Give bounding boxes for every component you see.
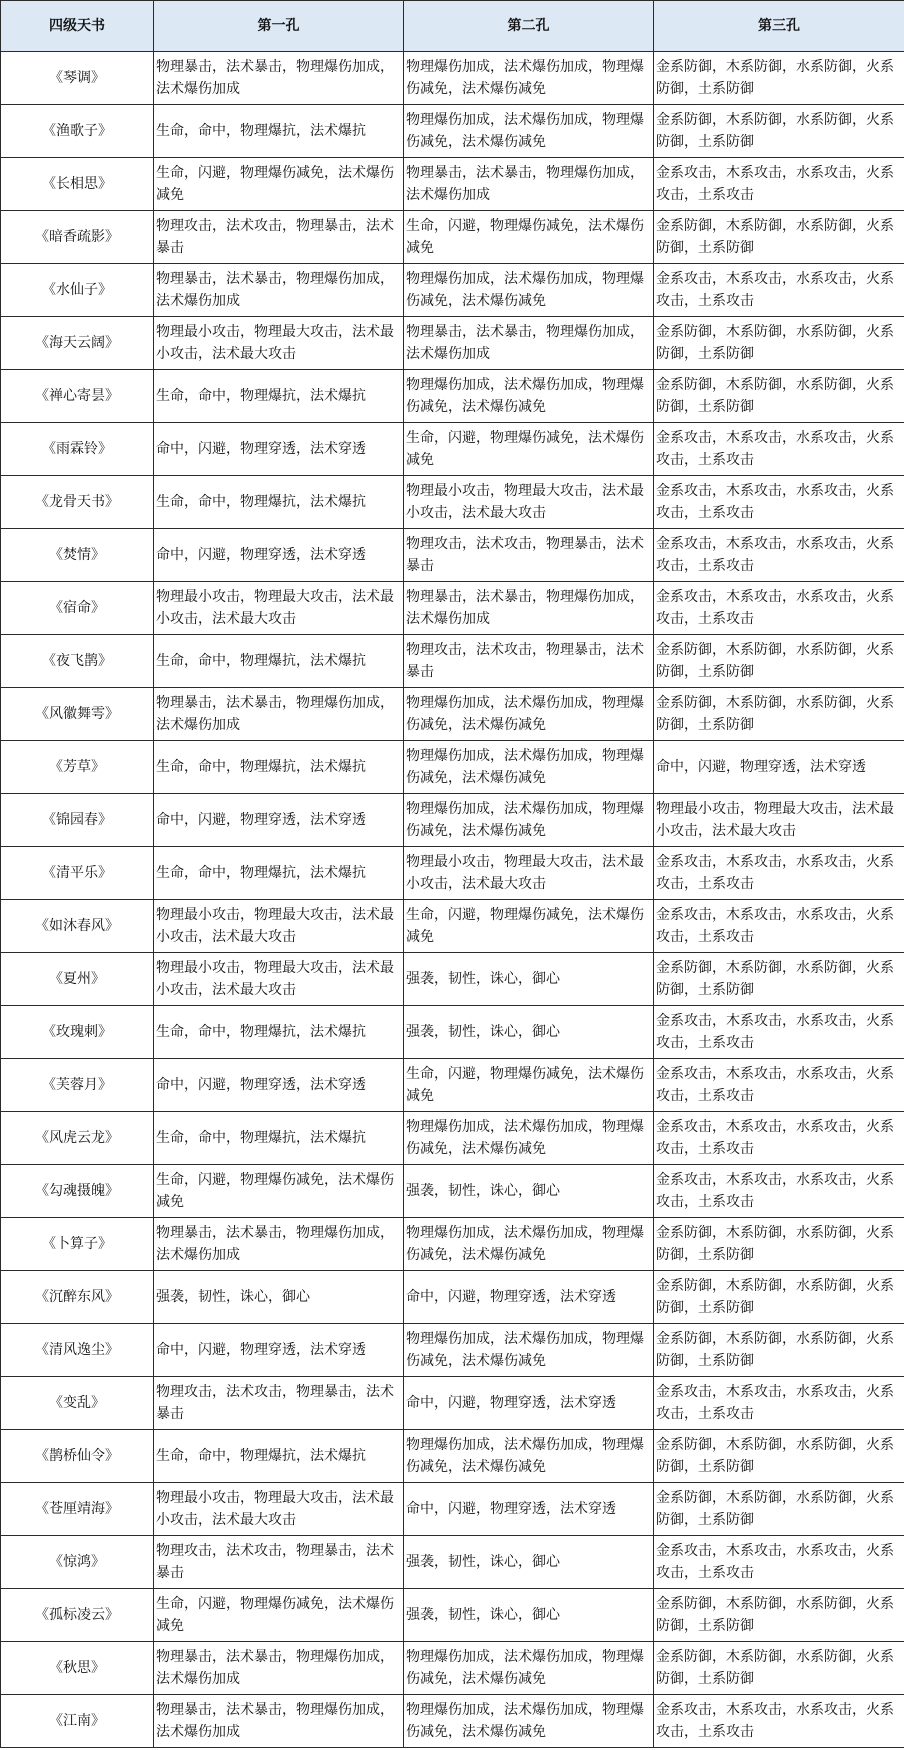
header-slot-1: 第一孔 [154, 1, 404, 52]
row-name-cell: 《龙骨天书》 [1, 476, 154, 529]
slot-3-cell: 金系防御，木系防御，水系防御，火系防御，土系防御 [654, 1483, 904, 1536]
table-row [1, 635, 904, 688]
table-row [1, 953, 904, 1006]
slot-1-cell: 物理攻击，法术攻击，物理暴击，法术暴击 [154, 1377, 404, 1430]
row-name-cell: 《孤标凌云》 [1, 1589, 154, 1642]
table-row [1, 900, 904, 953]
slot-1-cell: 物理暴击，法术暴击，物理爆伤加成，法术爆伤加成 [154, 52, 404, 105]
table-row [1, 741, 904, 794]
row-name-cell: 《琴调》 [1, 52, 154, 105]
slot-3-cell: 金系防御，木系防御，水系防御，火系防御，土系防御 [654, 953, 904, 1006]
table-row [1, 688, 904, 741]
slot-3-cell: 金系防御，木系防御，水系防御，火系防御，土系防御 [654, 1642, 904, 1695]
table-body [1, 52, 904, 1748]
slot-3-cell: 金系防御，木系防御，水系防御，火系防御，土系防御 [654, 1324, 904, 1377]
slot-1-cell: 生命，命中，物理爆抗，法术爆抗 [154, 1006, 404, 1059]
slot-3-cell: 命中，闪避，物理穿透，法术穿透 [654, 741, 904, 794]
table-row [1, 1006, 904, 1059]
row-name-cell: 《勾魂摄魄》 [1, 1165, 154, 1218]
slot-3-cell: 金系攻击，木系攻击，水系攻击，火系攻击，土系攻击 [654, 1165, 904, 1218]
row-name-cell: 《夏州》 [1, 953, 154, 1006]
row-name-cell: 《长相思》 [1, 158, 154, 211]
table-row [1, 476, 904, 529]
slot-2-cell: 命中，闪避，物理穿透，法术穿透 [404, 1483, 654, 1536]
row-name-cell: 《江南》 [1, 1695, 154, 1748]
slot-1-cell: 命中，闪避，物理穿透，法术穿透 [154, 423, 404, 476]
table-row [1, 1483, 904, 1536]
slot-3-cell: 金系防御，木系防御，水系防御，火系防御，土系防御 [654, 105, 904, 158]
slot-3-cell: 金系攻击，木系攻击，水系攻击，火系攻击，土系攻击 [654, 582, 904, 635]
slot-1-cell: 命中，闪避，物理穿透，法术穿透 [154, 1059, 404, 1112]
slot-2-cell: 物理爆伤加成，法术爆伤加成，物理爆伤减免，法术爆伤减免 [404, 105, 654, 158]
table-header [1, 1, 904, 52]
slot-1-cell: 物理暴击，法术暴击，物理爆伤加成，法术爆伤加成 [154, 264, 404, 317]
header-name: 四级天书 [1, 1, 154, 52]
row-name-cell: 《苍厘靖海》 [1, 1483, 154, 1536]
slot-1-cell: 生命，命中，物理爆抗，法术爆抗 [154, 847, 404, 900]
table-row [1, 158, 904, 211]
row-name-cell: 《雨霖铃》 [1, 423, 154, 476]
slot-2-cell: 物理爆伤加成，法术爆伤加成，物理爆伤减免，法术爆伤减免 [404, 1112, 654, 1165]
slot-1-cell: 物理最小攻击，物理最大攻击，法术最小攻击，法术最大攻击 [154, 582, 404, 635]
slot-1-cell: 物理暴击，法术暴击，物理爆伤加成，法术爆伤加成 [154, 688, 404, 741]
slot-1-cell: 生命，命中，物理爆抗，法术爆抗 [154, 1430, 404, 1483]
slot-3-cell: 金系防御，木系防御，水系防御，火系防御，土系防御 [654, 211, 904, 264]
row-name-cell: 《芙蓉月》 [1, 1059, 154, 1112]
slot-1-cell: 物理最小攻击，物理最大攻击，法术最小攻击，法术最大攻击 [154, 900, 404, 953]
row-name-cell: 《焚情》 [1, 529, 154, 582]
slot-3-cell: 金系防御，木系防御，水系防御，火系防御，土系防御 [654, 635, 904, 688]
row-name-cell: 《水仙子》 [1, 264, 154, 317]
slot-3-cell: 金系攻击，木系攻击，水系攻击，火系攻击，土系攻击 [654, 264, 904, 317]
slot-3-cell: 金系攻击，木系攻击，水系攻击，火系攻击，土系攻击 [654, 476, 904, 529]
slot-2-cell: 物理攻击，法术攻击，物理暴击，法术暴击 [404, 635, 654, 688]
table-row [1, 105, 904, 158]
slot-2-cell: 生命，闪避，物理爆伤减免，法术爆伤减免 [404, 1059, 654, 1112]
row-name-cell: 《芳草》 [1, 741, 154, 794]
header-slot-2: 第二孔 [404, 1, 654, 52]
table-row [1, 1059, 904, 1112]
slot-2-cell: 物理爆伤加成，法术爆伤加成，物理爆伤减免，法术爆伤减免 [404, 370, 654, 423]
row-name-cell: 《渔歌子》 [1, 105, 154, 158]
slot-1-cell: 生命，命中，物理爆抗，法术爆抗 [154, 635, 404, 688]
slot-3-cell: 金系防御，木系防御，水系防御，火系防御，土系防御 [654, 688, 904, 741]
slot-3-cell: 金系攻击，木系攻击，水系攻击，火系攻击，土系攻击 [654, 1695, 904, 1748]
slot-3-cell: 金系攻击，木系攻击，水系攻击，火系攻击，土系攻击 [654, 1006, 904, 1059]
slot-1-cell: 物理暴击，法术暴击，物理爆伤加成，法术爆伤加成 [154, 1695, 404, 1748]
slot-2-cell: 强袭，韧性，诛心，御心 [404, 953, 654, 1006]
row-name-cell: 《清平乐》 [1, 847, 154, 900]
slot-1-cell: 物理攻击，法术攻击，物理暴击，法术暴击 [154, 1536, 404, 1589]
slot-2-cell: 生命，闪避，物理爆伤减免，法术爆伤减免 [404, 423, 654, 476]
slot-3-cell: 金系攻击，木系攻击，水系攻击，火系攻击，土系攻击 [654, 900, 904, 953]
row-name-cell: 《惊鸿》 [1, 1536, 154, 1589]
slot-2-cell: 物理爆伤加成，法术爆伤加成，物理爆伤减免，法术爆伤减免 [404, 1430, 654, 1483]
slot-1-cell: 生命，命中，物理爆抗，法术爆抗 [154, 105, 404, 158]
row-name-cell: 《夜飞鹊》 [1, 635, 154, 688]
slot-3-cell: 金系攻击，木系攻击，水系攻击，火系攻击，土系攻击 [654, 1059, 904, 1112]
slot-1-cell: 生命，命中，物理爆抗，法术爆抗 [154, 370, 404, 423]
slot-2-cell: 物理爆伤加成，法术爆伤加成，物理爆伤减免，法术爆伤减免 [404, 264, 654, 317]
slot-1-cell: 强袭，韧性，诛心，御心 [154, 1271, 404, 1324]
row-name-cell: 《风徽舞雩》 [1, 688, 154, 741]
slot-2-cell: 强袭，韧性，诛心，御心 [404, 1165, 654, 1218]
row-name-cell: 《海天云阔》 [1, 317, 154, 370]
table-row [1, 847, 904, 900]
slot-3-cell: 物理最小攻击，物理最大攻击，法术最小攻击，法术最大攻击 [654, 794, 904, 847]
slot-2-cell: 物理爆伤加成，法术爆伤加成，物理爆伤减免，法术爆伤减免 [404, 1695, 654, 1748]
table-row [1, 423, 904, 476]
slot-1-cell: 物理暴击，法术暴击，物理爆伤加成，法术爆伤加成 [154, 1642, 404, 1695]
slot-2-cell: 生命，闪避，物理爆伤减免，法术爆伤减免 [404, 900, 654, 953]
header-slot-3: 第三孔 [654, 1, 904, 52]
row-name-cell: 《如沐春风》 [1, 900, 154, 953]
table-row [1, 52, 904, 105]
slot-3-cell: 金系攻击，木系攻击，水系攻击，火系攻击，土系攻击 [654, 423, 904, 476]
slot-2-cell: 强袭，韧性，诛心，御心 [404, 1536, 654, 1589]
table-row [1, 1324, 904, 1377]
slot-2-cell: 物理爆伤加成，法术爆伤加成，物理爆伤减免，法术爆伤减免 [404, 1324, 654, 1377]
slot-1-cell: 生命，命中，物理爆抗，法术爆抗 [154, 1112, 404, 1165]
slot-1-cell: 物理最小攻击，物理最大攻击，法术最小攻击，法术最大攻击 [154, 317, 404, 370]
row-name-cell: 《卜算子》 [1, 1218, 154, 1271]
slot-2-cell: 物理最小攻击，物理最大攻击，法术最小攻击，法术最大攻击 [404, 847, 654, 900]
slot-1-cell: 物理暴击，法术暴击，物理爆伤加成，法术爆伤加成 [154, 1218, 404, 1271]
slot-3-cell: 金系防御，木系防御，水系防御，火系防御，土系防御 [654, 370, 904, 423]
slot-2-cell: 强袭，韧性，诛心，御心 [404, 1006, 654, 1059]
table-row [1, 582, 904, 635]
table-row [1, 211, 904, 264]
row-name-cell: 《沉醉东风》 [1, 1271, 154, 1324]
table-row [1, 529, 904, 582]
slot-2-cell: 物理爆伤加成，法术爆伤加成，物理爆伤减免，法术爆伤减免 [404, 741, 654, 794]
slot-1-cell: 命中，闪避，物理穿透，法术穿透 [154, 529, 404, 582]
table-row [1, 264, 904, 317]
row-name-cell: 《宿命》 [1, 582, 154, 635]
table-row [1, 1112, 904, 1165]
slot-3-cell: 金系攻击，木系攻击，水系攻击，火系攻击，土系攻击 [654, 158, 904, 211]
slot-1-cell: 生命，闪避，物理爆伤减免，法术爆伤减免 [154, 1589, 404, 1642]
table-row [1, 1695, 904, 1748]
slot-2-cell: 命中，闪避，物理穿透，法术穿透 [404, 1271, 654, 1324]
table-row [1, 1536, 904, 1589]
slot-2-cell: 强袭，韧性，诛心，御心 [404, 1589, 654, 1642]
slot-3-cell: 金系防御，木系防御，水系防御，火系防御，土系防御 [654, 1271, 904, 1324]
slot-1-cell: 生命，命中，物理爆抗，法术爆抗 [154, 741, 404, 794]
slot-1-cell: 物理最小攻击，物理最大攻击，法术最小攻击，法术最大攻击 [154, 953, 404, 1006]
slot-1-cell: 生命，闪避，物理爆伤减免，法术爆伤减免 [154, 1165, 404, 1218]
slot-2-cell: 物理爆伤加成，法术爆伤加成，物理爆伤减免，法术爆伤减免 [404, 52, 654, 105]
slot-1-cell: 生命，命中，物理爆抗，法术爆抗 [154, 476, 404, 529]
slot-2-cell: 物理暴击，法术暴击，物理爆伤加成，法术爆伤加成 [404, 158, 654, 211]
table-row [1, 794, 904, 847]
slot-3-cell: 金系防御，木系防御，水系防御，火系防御，土系防御 [654, 1589, 904, 1642]
slot-2-cell: 物理暴击，法术暴击，物理爆伤加成，法术爆伤加成 [404, 582, 654, 635]
slot-2-cell: 物理爆伤加成，法术爆伤加成，物理爆伤减免，法术爆伤减免 [404, 688, 654, 741]
table-row [1, 1271, 904, 1324]
table-row [1, 1430, 904, 1483]
slot-3-cell: 金系攻击，木系攻击，水系攻击，火系攻击，土系攻击 [654, 1536, 904, 1589]
table-row [1, 317, 904, 370]
slot-3-cell: 金系防御，木系防御，水系防御，火系防御，土系防御 [654, 1430, 904, 1483]
row-name-cell: 《风虎云龙》 [1, 1112, 154, 1165]
row-name-cell: 《秋思》 [1, 1642, 154, 1695]
table-row [1, 1377, 904, 1430]
row-name-cell: 《锦园春》 [1, 794, 154, 847]
slot-2-cell: 物理爆伤加成，法术爆伤加成，物理爆伤减免，法术爆伤减免 [404, 1218, 654, 1271]
slot-3-cell: 金系防御，木系防御，水系防御，火系防御，土系防御 [654, 1218, 904, 1271]
slot-1-cell: 生命，闪避，物理爆伤减免，法术爆伤减免 [154, 158, 404, 211]
row-name-cell: 《变乱》 [1, 1377, 154, 1430]
slot-2-cell: 物理爆伤加成，法术爆伤加成，物理爆伤减免，法术爆伤减免 [404, 794, 654, 847]
slot-3-cell: 金系防御，木系防御，水系防御，火系防御，土系防御 [654, 317, 904, 370]
row-name-cell: 《鹊桥仙令》 [1, 1430, 154, 1483]
slot-1-cell: 物理最小攻击，物理最大攻击，法术最小攻击，法术最大攻击 [154, 1483, 404, 1536]
table-row [1, 1218, 904, 1271]
slot-1-cell: 物理攻击，法术攻击，物理暴击，法术暴击 [154, 211, 404, 264]
row-name-cell: 《玫瑰刺》 [1, 1006, 154, 1059]
slot-1-cell: 命中，闪避，物理穿透，法术穿透 [154, 1324, 404, 1377]
slot-2-cell: 物理暴击，法术暴击，物理爆伤加成，法术爆伤加成 [404, 317, 654, 370]
row-name-cell: 《清风逸尘》 [1, 1324, 154, 1377]
slot-3-cell: 金系攻击，木系攻击，水系攻击，火系攻击，土系攻击 [654, 1377, 904, 1430]
slot-2-cell: 物理爆伤加成，法术爆伤加成，物理爆伤减免，法术爆伤减免 [404, 1642, 654, 1695]
table-row [1, 1589, 904, 1642]
slot-2-cell: 命中，闪避，物理穿透，法术穿透 [404, 1377, 654, 1430]
table-row [1, 1642, 904, 1695]
table-row [1, 1165, 904, 1218]
slot-2-cell: 物理攻击，法术攻击，物理暴击，法术暴击 [404, 529, 654, 582]
slot-2-cell: 物理最小攻击，物理最大攻击，法术最小攻击，法术最大攻击 [404, 476, 654, 529]
slot-3-cell: 金系防御，木系防御，水系防御，火系防御，土系防御 [654, 52, 904, 105]
slot-3-cell: 金系攻击，木系攻击，水系攻击，火系攻击，土系攻击 [654, 847, 904, 900]
slot-3-cell: 金系攻击，木系攻击，水系攻击，火系攻击，土系攻击 [654, 529, 904, 582]
row-name-cell: 《暗香疏影》 [1, 211, 154, 264]
row-name-cell: 《禅心寄昙》 [1, 370, 154, 423]
table-row [1, 370, 904, 423]
header-row [1, 1, 904, 52]
slot-1-cell: 命中，闪避，物理穿透，法术穿透 [154, 794, 404, 847]
slot-3-cell: 金系攻击，木系攻击，水系攻击，火系攻击，土系攻击 [654, 1112, 904, 1165]
slot-2-cell: 生命，闪避，物理爆伤减免，法术爆伤减免 [404, 211, 654, 264]
